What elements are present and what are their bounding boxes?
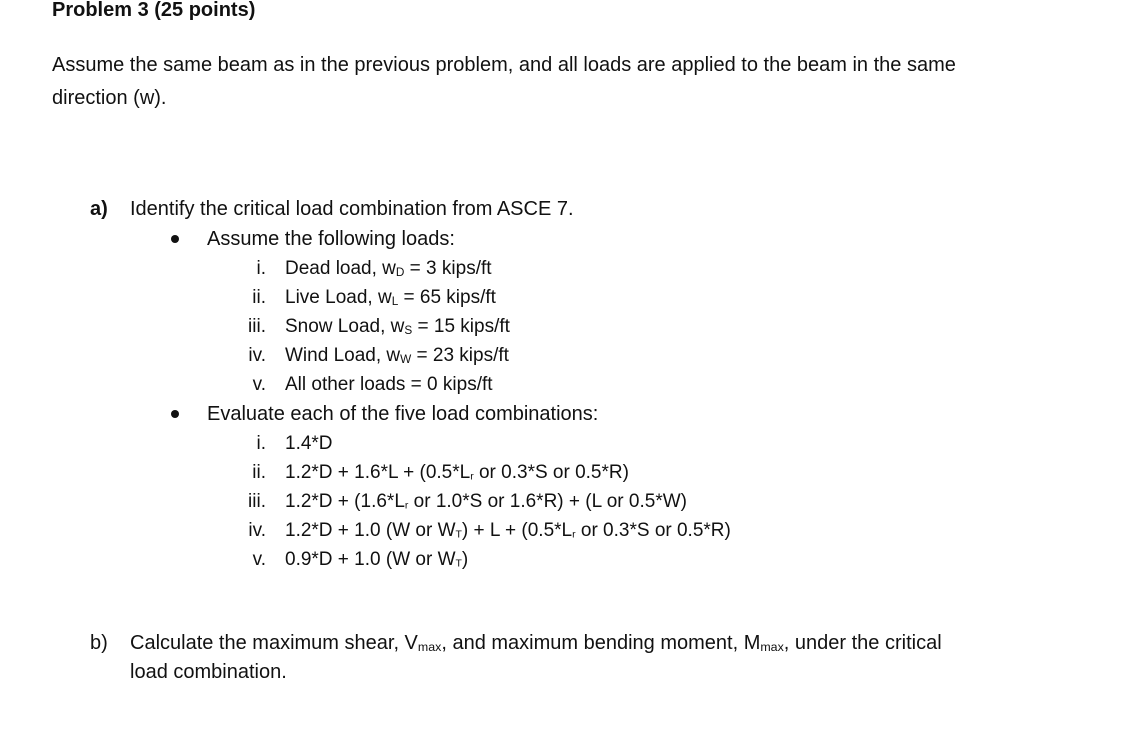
part-a-text: Identify the critical load combination from ASCE 7. [130,198,574,220]
load-item-2-number: ii. [252,287,266,308]
load-item-5: All other loads = 0 kips/ft [285,374,493,395]
part-b-line-1: Calculate the maximum shear, $V_{max}$, and maximum bending moment, $M_{max}$, under the critical [130,632,942,654]
bullet-1-text: Assume the following loads: [207,228,455,250]
bullet-2-dot [171,410,179,418]
load-item-4: Wind Load, $w_W = 23$ kips/ft [285,345,509,366]
combo-item-4: 1.2*D + 1.0 (W or $W_T) + L + (0.5*L_r$ or 0.3*S or 0.5*R) [285,520,731,541]
part-b-label: b) [90,632,108,654]
load-item-1-number: i. [256,258,266,279]
combo-item-1: 1.4*D [285,433,333,454]
intro-line-2: direction (w). [52,87,167,109]
combo-item-3-number: iii. [248,491,266,512]
load-item-4-number: iv. [248,345,266,366]
bullet-1-dot [171,235,179,243]
load-item-3: Snow Load, $w_S = 15$ kips/ft [285,316,510,337]
bullet-2-text: Evaluate each of the five load combinations: [207,403,599,425]
combo-item-5: 0.9*D + 1.0 (W or $W_T$) [285,549,469,570]
combo-item-2-number: ii. [252,462,266,483]
intro-line-1: Assume the same beam as in the previous problem, and all loads are applied to the beam in the same [52,54,956,76]
combo-item-2: $1.2*D + 1.6*L + (0.5*L_r$ or 0.3*S or 0.5*R) [285,462,629,483]
part-b-line-2: load combination. [130,661,287,683]
combo-item-1-number: i. [256,433,266,454]
combo-item-4-number: iv. [248,520,266,541]
part-a-label: a) [90,198,108,220]
combo-item-5-number: v. [252,549,266,570]
load-item-2: Live Load, $w_L = 65$ kips/ft [285,287,496,308]
load-item-3-number: iii. [248,316,266,337]
combo-item-3: $1.2*D + (1.6*L_r$ or 1.0*S or 1.6*R) + (L or 0.5*W) [285,491,687,512]
load-item-1: Dead load, $w_D = 3$ kips/ft [285,258,492,279]
load-item-5-number: v. [252,374,266,395]
problem-title: Problem 3 (25 points) [52,0,256,21]
